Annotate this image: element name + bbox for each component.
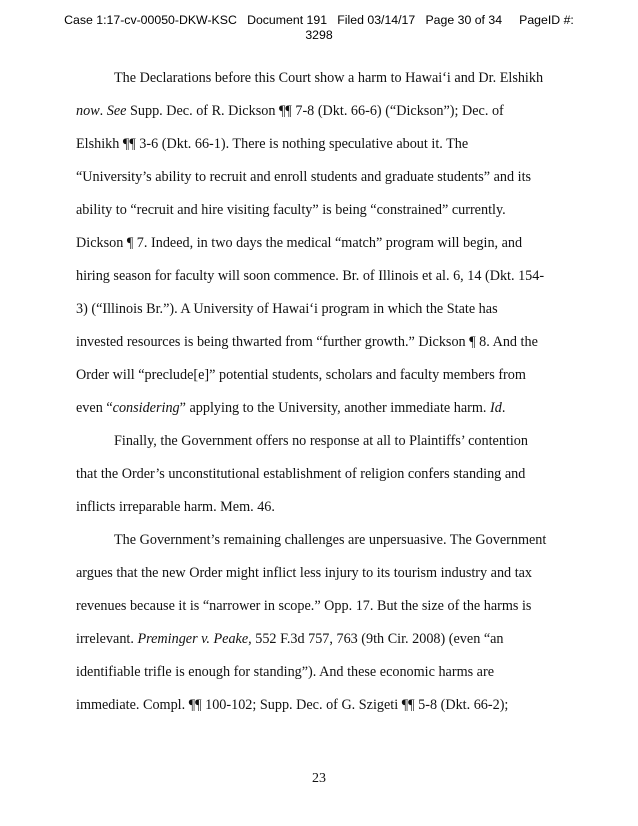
text-line: “University’s ability to recruit and enroll students and graduate students” and its <box>76 169 532 185</box>
text-span: . <box>501 400 506 416</box>
text-line: invested resources is being thwarted from “further growth.” Dickson ¶ 8. And the <box>76 334 538 350</box>
text-span: even “ <box>76 400 113 416</box>
text-line: identifiable trifle is enough for standing”). And these economic harms are <box>76 664 495 680</box>
text-line <box>76 95 576 128</box>
text-italic: now <box>76 103 100 119</box>
text-span: Supp. Dec. of R. Dickson ¶¶ 7-8 (Dkt. 66-6) (“Dickson”); Dec. of <box>126 103 504 119</box>
text-line: that the Order’s unconstitutional establishment of religion confers standing and <box>76 466 526 482</box>
text-span: , 552 F.3d 757, 763 (9th Cir. 2008) (even “an <box>248 631 504 647</box>
text-span: irrelevant. <box>76 631 138 647</box>
page-number: 23 <box>312 771 326 786</box>
text-line: Order will “preclude[e]” potential students, scholars and faculty members from <box>76 367 526 383</box>
text-line <box>76 623 576 656</box>
body-text <box>76 62 576 722</box>
text-italic: considering <box>112 400 180 416</box>
text-line: The Declarations before this Court show a harm to Hawai‘i and Dr. Elshikh <box>114 70 544 86</box>
text-line: revenues because it is “narrower in scope.” Opp. 17. But the size of the harms is <box>76 598 532 614</box>
text-line: ability to “recruit and hire visiting faculty” is being “constrained” currently. <box>76 202 506 218</box>
text-line: 3) (“Illinois Br.”). A University of Hawai‘i program in which the State has <box>76 301 498 317</box>
text-italic: Preminger v. Peake <box>137 631 249 647</box>
text-line: inflicts irreparable harm. Mem. 46. <box>76 499 275 515</box>
case-header-line-1: Case 1:17-cv-00050-DKW-KSC Document 191 Filed 03/14/17 Page 30 of 34 PageID #: <box>64 13 574 27</box>
text-line: The Government’s remaining challenges are unpersuasive. The Government <box>114 532 547 548</box>
text-line: Dickson ¶ 7. Indeed, in two days the medical “match” program will begin, and <box>76 235 523 251</box>
text-line: immediate. Compl. ¶¶ 100-102; Supp. Dec. of G. Szigeti ¶¶ 5-8 (Dkt. 66-2); <box>76 697 509 713</box>
text-line: Elshikh ¶¶ 3-6 (Dkt. 66-1). There is nothing speculative about it. The <box>76 136 469 152</box>
text-italic: See <box>106 103 127 119</box>
case-header-line-2: 3298 <box>305 28 333 42</box>
text-line: Finally, the Government offers no response at all to Plaintiffs’ contention <box>114 433 528 449</box>
text-italic: Id <box>489 400 502 416</box>
text-line: hiring season for faculty will soon commence. Br. of Illinois et al. 6, 14 (Dkt. 154- <box>76 268 545 284</box>
text-span: . <box>99 103 107 119</box>
text-span: ” applying to the University, another immediate harm. <box>179 400 490 416</box>
case-header <box>0 13 638 43</box>
text-line <box>76 392 576 425</box>
text-line: argues that the new Order might inflict less injury to its tourism industry and tax <box>76 565 533 581</box>
